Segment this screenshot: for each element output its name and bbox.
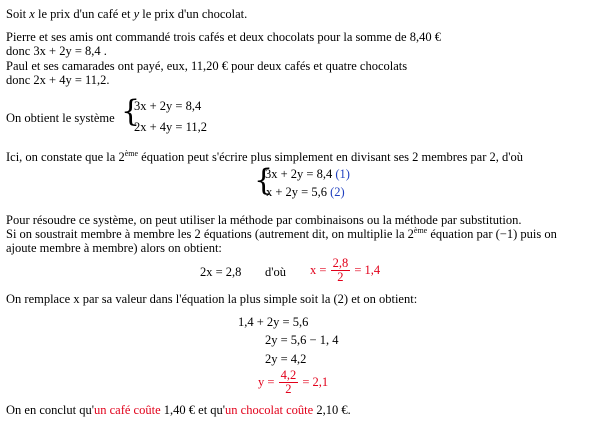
paragraph-pierre: Pierre et ses amis ont commandé trois cafés et deux chocolats pour la somme de 8,40 €	[6, 30, 441, 44]
system1-equation-1: 3x + 2y = 8,4	[134, 99, 202, 113]
solve-x-equation: 2x = 2,8	[200, 265, 242, 279]
simplify-text: Ici, on constate que la 2ème équation peut s'écrire plus simplement en divisant ses 2 membres par 2, d'où	[6, 149, 524, 164]
replace-text: On remplace x par sa valeur dans l'équation la plus simple soit la (2) et on obtient:	[6, 292, 418, 306]
system2-brace: {	[254, 163, 274, 198]
method-line-2: Si on soustrait membre à membre les 2 équations (autrement dit, on multiplie la 2ème équation par (−1) puis on	[6, 226, 557, 241]
system1-equation-2: 2x + 4y = 11,2	[134, 120, 208, 134]
solve-x-dou: d'où	[265, 265, 287, 279]
intro-line	[6, 7, 247, 21]
replace-step-3: 2y = 4,2	[265, 352, 307, 366]
paragraph-paul: Paul et ses camarades ont payé, eux, 11,20 € pour deux cafés et quatre chocolats	[6, 59, 408, 73]
system-label: On obtient le système	[6, 111, 115, 125]
intro-text-a: Soit	[6, 7, 30, 21]
replace-step-1: 1,4 + 2y = 5,6	[238, 315, 309, 329]
solve-x-result: x = $\frac{2,8}{2}$ = 1,4	[310, 256, 381, 284]
equation-paul: donc 2x + 4y = 11,2.	[6, 73, 110, 87]
conclusion-cafe: un café coûte	[94, 403, 161, 417]
replace-result: y = $\frac{4,2}{2}$ = 2,1	[258, 368, 329, 396]
replace-step-2: 2y = 5,6 − 1, 4	[265, 333, 339, 347]
system2-equation-2: x + 2y = 5,6 (2)	[266, 185, 345, 199]
equation-pierre: donc 3x + 2y = 8,4 .	[6, 44, 107, 58]
conclusion-chocolat: un chocolat coûte	[225, 403, 314, 417]
system2-equation-1: 3x + 2y = 8,4 (1)	[265, 167, 350, 181]
intro-var-x: x	[29, 7, 35, 21]
equation-tag-1: (1)	[335, 167, 350, 181]
intro-text-b: le prix d'un café et	[34, 7, 134, 21]
intro-var-y: y	[133, 7, 140, 21]
system-brace: {	[121, 94, 141, 129]
method-line-1: Pour résoudre ce système, on peut utiliser la méthode par combinaisons ou la méthode par substitution.	[6, 213, 522, 227]
conclusion: On en conclut qu'un café coûte 1,40 € et qu'un chocolat coûte 2,10 €.	[6, 403, 351, 417]
equation-tag-2: (2)	[330, 185, 345, 199]
intro-text-c: le prix d'un chocolat.	[139, 7, 248, 21]
method-line-3: ajoute membre à membre) alors on obtient:	[6, 241, 222, 255]
